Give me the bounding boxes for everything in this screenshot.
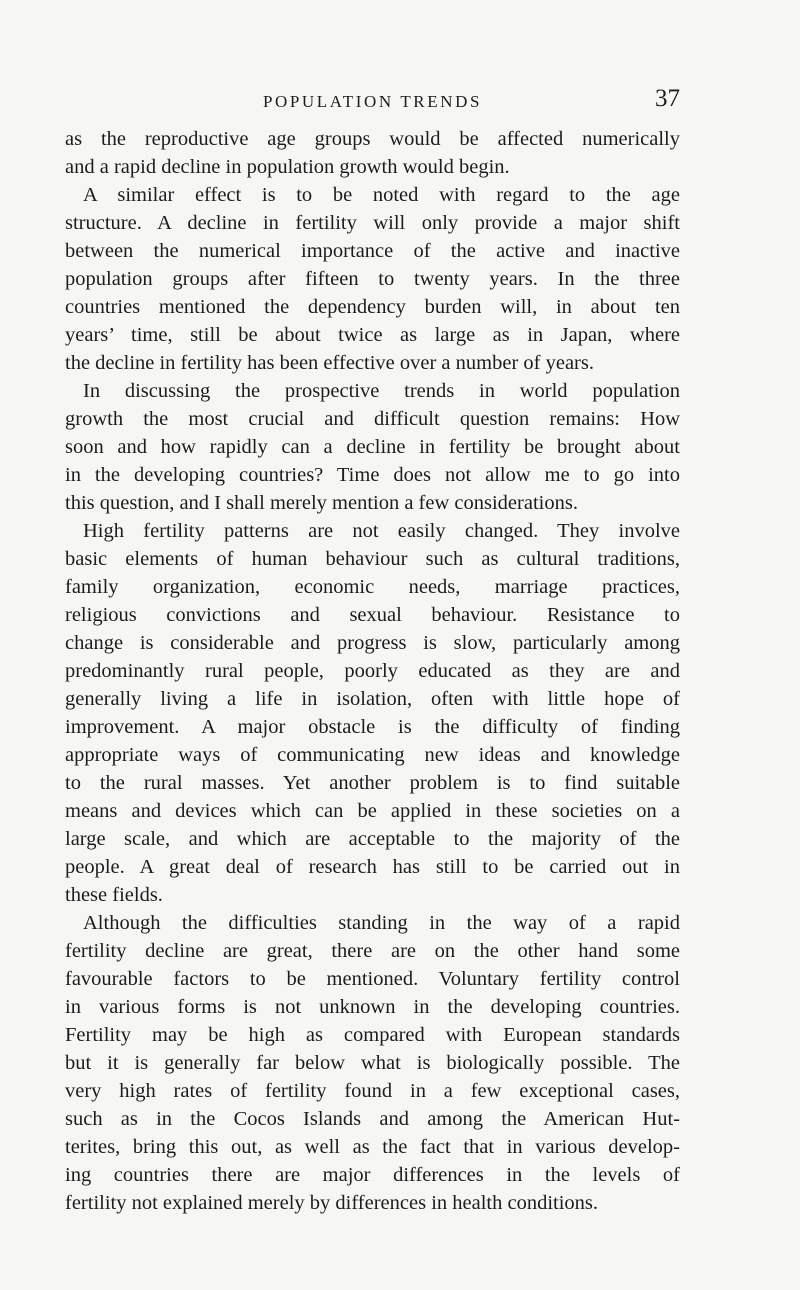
text-line: population groups after fifteen to twenty years. In the three [65,268,680,290]
paragraph [65,909,680,1217]
text-line: basic elements of human behaviour such as cultural traditions, [65,548,680,570]
text-line: and a rapid decline in population growth would begin. [65,156,510,178]
text-line: ing countries there are major differences in the levels of [65,1164,680,1186]
text-line: means and devices which can be applied in these societies on a [65,800,680,822]
text-line: appropriate ways of communicating new ideas and knowledge [65,744,680,766]
paragraph [65,181,680,377]
text-line: Fertility may be high as compared with European standards [65,1024,680,1046]
text-line: fertility not explained merely by differences in health conditions. [65,1192,599,1214]
text-line: as the reproductive age groups would be affected numerically [65,128,680,150]
running-head: POPULATION TRENDS [262,92,483,111]
text-line: growth the most crucial and difficult question remains: How [65,408,680,430]
text-line: these fields. [65,884,163,906]
page-header [65,84,680,120]
text-line: large scale, and which are acceptable to the majority of the [65,828,680,850]
text-line: this question, and I shall merely mention a few considerations. [65,492,578,514]
text-line: such as in the Cocos Islands and among the American Hut- [65,1108,680,1130]
text-line: fertility decline are great, there are on the other hand some [65,940,680,962]
paragraph [65,517,680,909]
text-line: structure. A decline in fertility will only provide a major shift [65,212,680,234]
text-line: High fertility patterns are not easily changed. They involve [83,520,680,542]
text-line: generally living a life in isolation, often with little hope of [65,688,680,710]
text-line: favourable factors to be mentioned. Voluntary fertility control [65,968,680,990]
text-line: people. A great deal of research has still to be carried out in [65,856,680,878]
text-line: the decline in fertility has been effective over a number of years. [65,352,594,374]
text-line: in the developing countries? Time does not allow me to go into [65,464,680,486]
text-line: between the numerical importance of the active and inactive [65,240,680,262]
body-text [65,125,680,1217]
page-number: 37 [655,85,680,112]
text-line: predominantly rural people, poorly educated as they are and [65,660,680,682]
paragraph [65,125,680,181]
text-line: change is considerable and progress is slow, particularly among [65,632,680,654]
text-line: improvement. A major obstacle is the difficulty of finding [65,716,680,738]
text-line: religious convictions and sexual behaviour. Resistance to [65,604,680,626]
text-line: to the rural masses. Yet another problem is to find suitable [65,772,680,794]
text-line: In discussing the prospective trends in world population [83,380,680,402]
text-line: very high rates of fertility found in a few exceptional cases, [65,1080,680,1102]
text-line: in various forms is not unknown in the developing countries. [65,996,680,1018]
text-line: but it is generally far below what is biologically possible. The [65,1052,680,1074]
text-line: A similar effect is to be noted with regard to the age [83,184,680,206]
text-line: years’ time, still be about twice as large as in Japan, where [65,324,680,346]
text-line: soon and how rapidly can a decline in fertility be brought about [65,436,680,458]
text-line: family organization, economic needs, marriage practices, [65,576,680,598]
text-line: Although the difficulties standing in the way of a rapid [83,912,680,934]
text-line: countries mentioned the dependency burden will, in about ten [65,296,680,318]
text-line: terites, bring this out, as well as the fact that in various develop- [65,1136,680,1158]
paragraph [65,377,680,517]
